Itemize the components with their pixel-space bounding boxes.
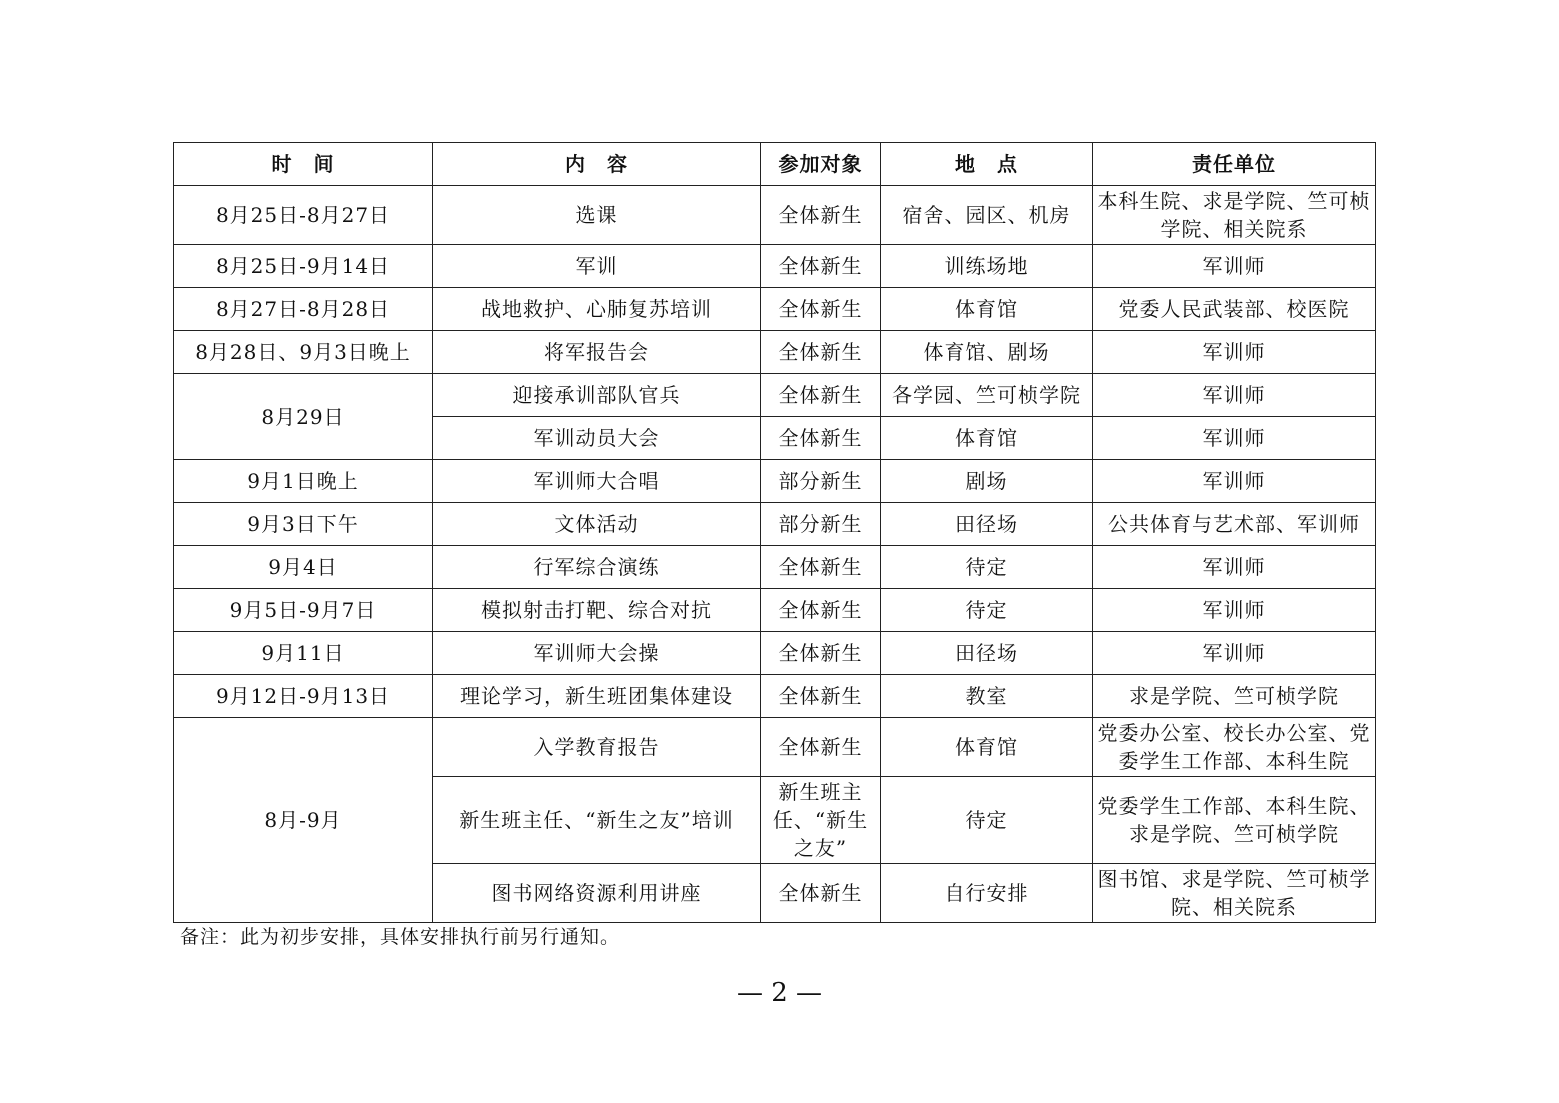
- table-row: [174, 245, 1376, 288]
- cell-time: 9月12日-9月13日: [174, 675, 433, 718]
- table-row: [174, 589, 1376, 632]
- table-row: [174, 288, 1376, 331]
- cell-place: 训练场地: [881, 245, 1093, 288]
- cell-time: 9月11日: [174, 632, 433, 675]
- cell-target: 新生班主任、“新生之友”: [761, 777, 881, 864]
- header-unit: 责任单位: [1093, 143, 1376, 186]
- table-row: [174, 632, 1376, 675]
- cell-content: 战地救护、心肺复苏培训: [433, 288, 761, 331]
- cell-unit: 军训师: [1093, 589, 1376, 632]
- cell-unit: 党委学生工作部、本科生院、求是学院、竺可桢学院: [1093, 777, 1376, 864]
- header-content: 内 容: [433, 143, 761, 186]
- cell-unit: 公共体育与艺术部、军训师: [1093, 503, 1376, 546]
- cell-unit: 军训师: [1093, 331, 1376, 374]
- cell-content: 入学教育报告: [433, 718, 761, 777]
- cell-target: 全体新生: [761, 186, 881, 245]
- cell-content: 将军报告会: [433, 331, 761, 374]
- cell-content: 理论学习，新生班团集体建设: [433, 675, 761, 718]
- table-row: [174, 186, 1376, 245]
- cell-time: 9月5日-9月7日: [174, 589, 433, 632]
- cell-time: 8月27日-8月28日: [174, 288, 433, 331]
- cell-target: 全体新生: [761, 288, 881, 331]
- page-number: — 2 —: [736, 978, 823, 1008]
- cell-content: 行军综合演练: [433, 546, 761, 589]
- cell-target: 部分新生: [761, 460, 881, 503]
- cell-target: 全体新生: [761, 417, 881, 460]
- cell-unit: 图书馆、求是学院、竺可桢学院、相关院系: [1093, 864, 1376, 923]
- cell-place: 体育馆: [881, 718, 1093, 777]
- header-time: 时 间: [174, 143, 433, 186]
- cell-time: 8月28日、9月3日晚上: [174, 331, 433, 374]
- cell-place: 教室: [881, 675, 1093, 718]
- table-row: [174, 460, 1376, 503]
- cell-place: 体育馆、剧场: [881, 331, 1093, 374]
- table-row: [174, 374, 1376, 417]
- cell-time: 9月1日晚上: [174, 460, 433, 503]
- cell-target: 全体新生: [761, 718, 881, 777]
- cell-place: 待定: [881, 777, 1093, 864]
- cell-place: 体育馆: [881, 417, 1093, 460]
- cell-unit: 军训师: [1093, 245, 1376, 288]
- cell-place: 自行安排: [881, 864, 1093, 923]
- cell-target: 全体新生: [761, 245, 881, 288]
- cell-unit: 党委办公室、校长办公室、党委学生工作部、本科生院: [1093, 718, 1376, 777]
- footnote: 备注：此为初步安排，具体安排执行前另行通知。: [180, 926, 621, 948]
- cell-unit: 党委人民武装部、校医院: [1093, 288, 1376, 331]
- cell-unit: 军训师: [1093, 546, 1376, 589]
- cell-time: 8月25日-9月14日: [174, 245, 433, 288]
- header-target: 参加对象: [761, 143, 881, 186]
- schedule-table: [173, 142, 1376, 923]
- cell-target: 全体新生: [761, 632, 881, 675]
- cell-content: 军训动员大会: [433, 417, 761, 460]
- table-row: [174, 675, 1376, 718]
- cell-target: 部分新生: [761, 503, 881, 546]
- cell-content: 选课: [433, 186, 761, 245]
- cell-place: 剧场: [881, 460, 1093, 503]
- cell-place: 田径场: [881, 632, 1093, 675]
- cell-content: 新生班主任、“新生之友”培训: [433, 777, 761, 864]
- cell-unit: 本科生院、求是学院、竺可桢学院、相关院系: [1093, 186, 1376, 245]
- cell-time: 9月4日: [174, 546, 433, 589]
- cell-content: 图书网络资源利用讲座: [433, 864, 761, 923]
- cell-place: 待定: [881, 546, 1093, 589]
- cell-target: 全体新生: [761, 589, 881, 632]
- cell-content: 文体活动: [433, 503, 761, 546]
- cell-place: 田径场: [881, 503, 1093, 546]
- cell-content: 军训师大会操: [433, 632, 761, 675]
- table-row: [174, 718, 1376, 777]
- cell-place: 体育馆: [881, 288, 1093, 331]
- cell-unit: 军训师: [1093, 460, 1376, 503]
- cell-target: 全体新生: [761, 331, 881, 374]
- table-row: [174, 503, 1376, 546]
- cell-content: 军训师大合唱: [433, 460, 761, 503]
- cell-place: 宿舍、园区、机房: [881, 186, 1093, 245]
- cell-unit: 军训师: [1093, 417, 1376, 460]
- cell-target: 全体新生: [761, 546, 881, 589]
- cell-content: 迎接承训部队官兵: [433, 374, 761, 417]
- header-row: [174, 143, 1376, 186]
- header-place: 地 点: [881, 143, 1093, 186]
- cell-unit: 求是学院、竺可桢学院: [1093, 675, 1376, 718]
- cell-time: 8月-9月: [174, 718, 433, 923]
- cell-time: 8月25日-8月27日: [174, 186, 433, 245]
- cell-content: 模拟射击打靶、综合对抗: [433, 589, 761, 632]
- table-row: [174, 331, 1376, 374]
- cell-unit: 军训师: [1093, 632, 1376, 675]
- cell-time: 8月29日: [174, 374, 433, 460]
- cell-place: 各学园、竺可桢学院: [881, 374, 1093, 417]
- cell-target: 全体新生: [761, 864, 881, 923]
- cell-time: 9月3日下午: [174, 503, 433, 546]
- cell-unit: 军训师: [1093, 374, 1376, 417]
- cell-target: 全体新生: [761, 374, 881, 417]
- cell-place: 待定: [881, 589, 1093, 632]
- cell-target: 全体新生: [761, 675, 881, 718]
- table-row: [174, 546, 1376, 589]
- cell-content: 军训: [433, 245, 761, 288]
